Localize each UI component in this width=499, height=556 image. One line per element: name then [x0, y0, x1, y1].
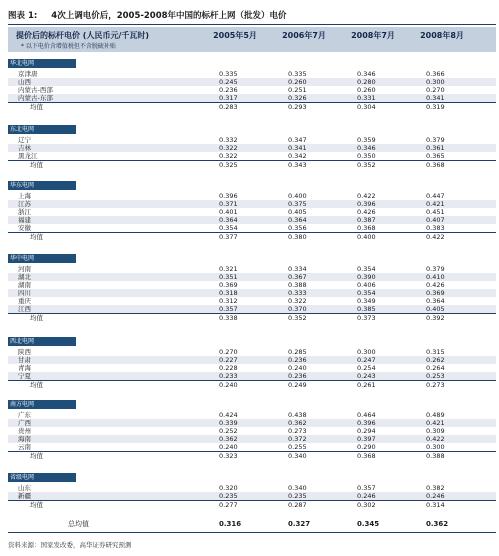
price-value: 0.254 — [357, 364, 376, 372]
price-value: 0.323 — [219, 452, 238, 460]
table-row — [8, 152, 496, 160]
price-value: 0.354 — [357, 265, 376, 273]
price-value: 0.359 — [357, 136, 376, 144]
price-value: 0.294 — [357, 427, 376, 435]
table-row — [8, 356, 496, 364]
price-value: 0.368 — [357, 224, 376, 232]
group-average-row — [8, 232, 496, 241]
price-value: 0.347 — [288, 136, 307, 144]
province-label: 青海 — [18, 364, 31, 372]
price-value: 0.261 — [357, 381, 376, 389]
total-value: 0.316 — [219, 520, 242, 528]
price-value: 0.447 — [426, 192, 445, 200]
price-value: 0.352 — [357, 161, 376, 169]
price-value: 0.424 — [219, 411, 238, 419]
table-row — [8, 70, 496, 78]
table-row — [8, 427, 496, 435]
price-value: 0.369 — [219, 281, 238, 289]
price-value: 0.390 — [357, 273, 376, 281]
price-value: 0.346 — [357, 144, 376, 152]
price-value: 0.379 — [426, 265, 445, 273]
price-value: 0.283 — [219, 103, 238, 111]
price-value: 0.340 — [288, 484, 307, 492]
province-label: 内蒙古-东部 — [18, 94, 53, 102]
group-average-row — [8, 160, 496, 169]
price-value: 0.260 — [357, 86, 376, 94]
price-value: 0.489 — [426, 411, 445, 419]
bottom-rule — [8, 532, 496, 533]
price-value: 0.235 — [288, 492, 307, 500]
price-value: 0.285 — [288, 348, 307, 356]
price-value: 0.400 — [288, 192, 307, 200]
price-value: 0.401 — [219, 208, 238, 216]
price-value: 0.361 — [426, 144, 445, 152]
price-value: 0.246 — [426, 492, 445, 500]
table-row — [8, 297, 496, 305]
price-value: 0.357 — [219, 305, 238, 313]
figure-title-text: 4次上调电价后，2005-2008年中国的标杆上网（批发）电价 — [51, 11, 287, 21]
price-value: 0.277 — [219, 501, 238, 509]
price-value: 0.383 — [426, 224, 445, 232]
price-value: 0.227 — [219, 356, 238, 364]
price-value: 0.375 — [288, 200, 307, 208]
table-row — [8, 348, 496, 356]
price-value: 0.300 — [426, 78, 445, 86]
table-row — [8, 305, 496, 313]
province-label: 湖南 — [18, 281, 31, 289]
province-label: 安徽 — [18, 224, 31, 232]
average-label: 均值 — [30, 381, 43, 389]
total-value: 0.362 — [426, 520, 449, 528]
price-value: 0.315 — [426, 348, 445, 356]
table-header-note: * 以下电价含增值税但不含脱硫补贴 — [21, 43, 116, 50]
price-value: 0.340 — [288, 452, 307, 460]
table-row — [8, 208, 496, 216]
price-value: 0.354 — [219, 224, 238, 232]
group-average-row — [8, 500, 496, 509]
table-row — [8, 484, 496, 492]
average-label: 均值 — [30, 501, 43, 509]
price-value: 0.407 — [426, 216, 445, 224]
price-value: 0.362 — [219, 435, 238, 443]
price-value: 0.255 — [288, 443, 307, 451]
province-label: 京津唐 — [18, 70, 38, 78]
price-value: 0.400 — [357, 233, 376, 241]
price-value: 0.318 — [219, 289, 238, 297]
group-header: 东北电网 — [8, 125, 76, 134]
price-value: 0.317 — [219, 94, 238, 102]
price-value: 0.273 — [288, 427, 307, 435]
province-label: 海南 — [18, 435, 31, 443]
price-value: 0.333 — [288, 289, 307, 297]
table-row — [8, 435, 496, 443]
group-average-row — [8, 451, 496, 460]
price-value: 0.405 — [288, 208, 307, 216]
group-header: 华北电网 — [8, 59, 76, 68]
price-value: 0.236 — [219, 86, 238, 94]
price-value: 0.372 — [288, 435, 307, 443]
price-value: 0.293 — [288, 103, 307, 111]
figure-label: 图表 1: — [8, 11, 38, 21]
table-header-title: 提价后的标杆电价 (人民币元/千瓦时) — [16, 31, 150, 40]
price-value: 0.335 — [219, 70, 238, 78]
price-value: 0.396 — [357, 419, 376, 427]
table-row — [8, 419, 496, 427]
price-value: 0.382 — [426, 484, 445, 492]
price-value: 0.379 — [426, 136, 445, 144]
table-header — [8, 27, 496, 52]
province-label: 辽宁 — [18, 136, 31, 144]
total-value: 0.327 — [288, 520, 311, 528]
province-label: 广西 — [18, 419, 31, 427]
column-header: 2006年7月 — [282, 31, 326, 40]
table-row — [8, 411, 496, 419]
price-value: 0.343 — [288, 161, 307, 169]
price-value: 0.331 — [357, 94, 376, 102]
average-label: 均值 — [30, 161, 43, 169]
price-value: 0.451 — [426, 208, 445, 216]
column-header: 2008年7月 — [351, 31, 395, 40]
table-row — [8, 78, 496, 86]
price-value: 0.369 — [426, 289, 445, 297]
price-value: 0.252 — [219, 427, 238, 435]
price-value: 0.270 — [219, 348, 238, 356]
price-value: 0.368 — [426, 161, 445, 169]
province-label: 山西 — [18, 78, 31, 86]
table-row — [8, 372, 496, 380]
price-value: 0.422 — [426, 233, 445, 241]
price-value: 0.410 — [426, 273, 445, 281]
price-value: 0.309 — [426, 427, 445, 435]
price-value: 0.240 — [219, 381, 238, 389]
table-row — [8, 281, 496, 289]
price-value: 0.300 — [357, 348, 376, 356]
province-label: 江苏 — [18, 200, 31, 208]
price-value: 0.251 — [288, 86, 307, 94]
price-value: 0.364 — [426, 297, 445, 305]
price-value: 0.341 — [426, 94, 445, 102]
table-row — [8, 273, 496, 281]
province-label: 河南 — [18, 265, 31, 273]
province-label: 上海 — [18, 192, 31, 200]
price-value: 0.326 — [288, 94, 307, 102]
province-label: 山东 — [18, 484, 31, 492]
price-value: 0.421 — [426, 200, 445, 208]
price-value: 0.233 — [219, 372, 238, 380]
price-value: 0.322 — [288, 297, 307, 305]
province-label: 云南 — [18, 443, 31, 451]
province-label: 宁夏 — [18, 372, 31, 380]
province-label: 重庆 — [18, 297, 31, 305]
column-header: 2005年5月 — [213, 31, 257, 40]
price-value: 0.235 — [219, 492, 238, 500]
price-value: 0.243 — [357, 372, 376, 380]
group-average-row — [8, 313, 496, 322]
price-value: 0.405 — [426, 305, 445, 313]
price-value: 0.304 — [357, 103, 376, 111]
price-value: 0.320 — [219, 484, 238, 492]
price-value: 0.339 — [219, 419, 238, 427]
price-value: 0.240 — [219, 443, 238, 451]
province-label: 江西 — [18, 305, 31, 313]
price-value: 0.406 — [357, 281, 376, 289]
price-value: 0.367 — [288, 273, 307, 281]
source-note: 资料来源：国家发改委，高华证券研究预测 — [8, 541, 132, 549]
price-value: 0.264 — [426, 364, 445, 372]
price-value: 0.273 — [426, 381, 445, 389]
average-label: 均值 — [30, 103, 43, 111]
total-row — [8, 519, 496, 530]
price-value: 0.356 — [288, 224, 307, 232]
price-value: 0.350 — [357, 152, 376, 160]
price-value: 0.464 — [357, 411, 376, 419]
price-value: 0.346 — [357, 70, 376, 78]
price-value: 0.349 — [357, 297, 376, 305]
table-row — [8, 364, 496, 372]
figure-title — [8, 9, 287, 21]
price-value: 0.387 — [357, 216, 376, 224]
price-value: 0.422 — [357, 192, 376, 200]
table-row — [8, 200, 496, 208]
price-value: 0.371 — [219, 200, 238, 208]
price-value: 0.322 — [219, 152, 238, 160]
table-row — [8, 86, 496, 94]
price-value: 0.290 — [357, 443, 376, 451]
price-value: 0.377 — [219, 233, 238, 241]
price-value: 0.438 — [288, 411, 307, 419]
province-label: 广东 — [18, 411, 31, 419]
price-value: 0.421 — [426, 419, 445, 427]
price-value: 0.396 — [357, 200, 376, 208]
table-row — [8, 289, 496, 297]
average-label: 均值 — [30, 233, 43, 241]
price-value: 0.302 — [357, 501, 376, 509]
price-value: 0.319 — [426, 103, 445, 111]
price-value: 0.312 — [219, 297, 238, 305]
province-label: 湖北 — [18, 273, 31, 281]
price-value: 0.260 — [288, 78, 307, 86]
price-value: 0.300 — [426, 443, 445, 451]
price-value: 0.354 — [357, 289, 376, 297]
province-label: 内蒙古-西部 — [18, 86, 53, 94]
price-value: 0.342 — [288, 152, 307, 160]
table-row — [8, 224, 496, 232]
price-value: 0.362 — [288, 419, 307, 427]
province-label: 福建 — [18, 216, 31, 224]
price-value: 0.314 — [426, 501, 445, 509]
table-row — [8, 144, 496, 152]
average-label: 均值 — [30, 314, 43, 322]
price-value: 0.370 — [288, 305, 307, 313]
price-value: 0.357 — [357, 484, 376, 492]
price-value: 0.388 — [426, 452, 445, 460]
price-value: 0.364 — [219, 216, 238, 224]
province-label: 浙江 — [18, 208, 31, 216]
table-row — [8, 192, 496, 200]
province-label: 吉林 — [18, 144, 31, 152]
price-value: 0.322 — [219, 144, 238, 152]
price-value: 0.228 — [219, 364, 238, 372]
price-value: 0.332 — [219, 136, 238, 144]
table-row — [8, 136, 496, 144]
table-row — [8, 265, 496, 273]
price-value: 0.365 — [426, 152, 445, 160]
price-value: 0.246 — [357, 492, 376, 500]
price-value: 0.368 — [357, 452, 376, 460]
group-header: 南方电网 — [8, 400, 76, 409]
group-average-row — [8, 102, 496, 111]
price-value: 0.426 — [426, 281, 445, 289]
price-value: 0.262 — [426, 356, 445, 364]
price-value: 0.366 — [426, 70, 445, 78]
price-value: 0.236 — [288, 372, 307, 380]
total-label: 总均值 — [68, 520, 89, 528]
province-label: 贵州 — [18, 427, 31, 435]
average-label: 均值 — [30, 452, 43, 460]
province-label: 陕西 — [18, 348, 31, 356]
table-row — [8, 216, 496, 224]
table-row — [8, 94, 496, 102]
group-header: 华中电网 — [8, 254, 76, 263]
price-value: 0.380 — [288, 233, 307, 241]
price-value: 0.270 — [426, 86, 445, 94]
price-value: 0.338 — [219, 314, 238, 322]
price-value: 0.325 — [219, 161, 238, 169]
province-label: 甘肃 — [18, 356, 31, 364]
price-value: 0.249 — [288, 381, 307, 389]
group-average-row — [8, 380, 496, 389]
price-value: 0.335 — [288, 70, 307, 78]
price-value: 0.253 — [426, 372, 445, 380]
table-row — [8, 443, 496, 451]
price-value: 0.247 — [357, 356, 376, 364]
price-value: 0.392 — [426, 314, 445, 322]
top-rule — [8, 24, 496, 25]
price-value: 0.388 — [288, 281, 307, 289]
table-row — [8, 492, 496, 500]
province-label: 黑龙江 — [18, 152, 38, 160]
price-value: 0.352 — [288, 314, 307, 322]
price-value: 0.385 — [357, 305, 376, 313]
total-value: 0.345 — [357, 520, 380, 528]
column-header: 2008年8月 — [420, 31, 464, 40]
province-label: 新疆 — [18, 492, 31, 500]
price-value: 0.351 — [219, 273, 238, 281]
price-value: 0.287 — [288, 501, 307, 509]
group-header: 西北电网 — [8, 337, 76, 346]
group-header: 省级电网 — [8, 473, 76, 482]
price-value: 0.321 — [219, 265, 238, 273]
price-value: 0.422 — [426, 435, 445, 443]
price-value: 0.426 — [357, 208, 376, 216]
price-value: 0.240 — [288, 364, 307, 372]
price-value: 0.245 — [219, 78, 238, 86]
province-label: 四川 — [18, 289, 31, 297]
price-value: 0.396 — [219, 192, 238, 200]
price-value: 0.236 — [288, 356, 307, 364]
price-value: 0.334 — [288, 265, 307, 273]
price-value: 0.397 — [357, 435, 376, 443]
price-value: 0.280 — [357, 78, 376, 86]
group-header: 华东电网 — [8, 181, 76, 190]
price-value: 0.341 — [288, 144, 307, 152]
price-value: 0.373 — [357, 314, 376, 322]
price-value: 0.364 — [288, 216, 307, 224]
